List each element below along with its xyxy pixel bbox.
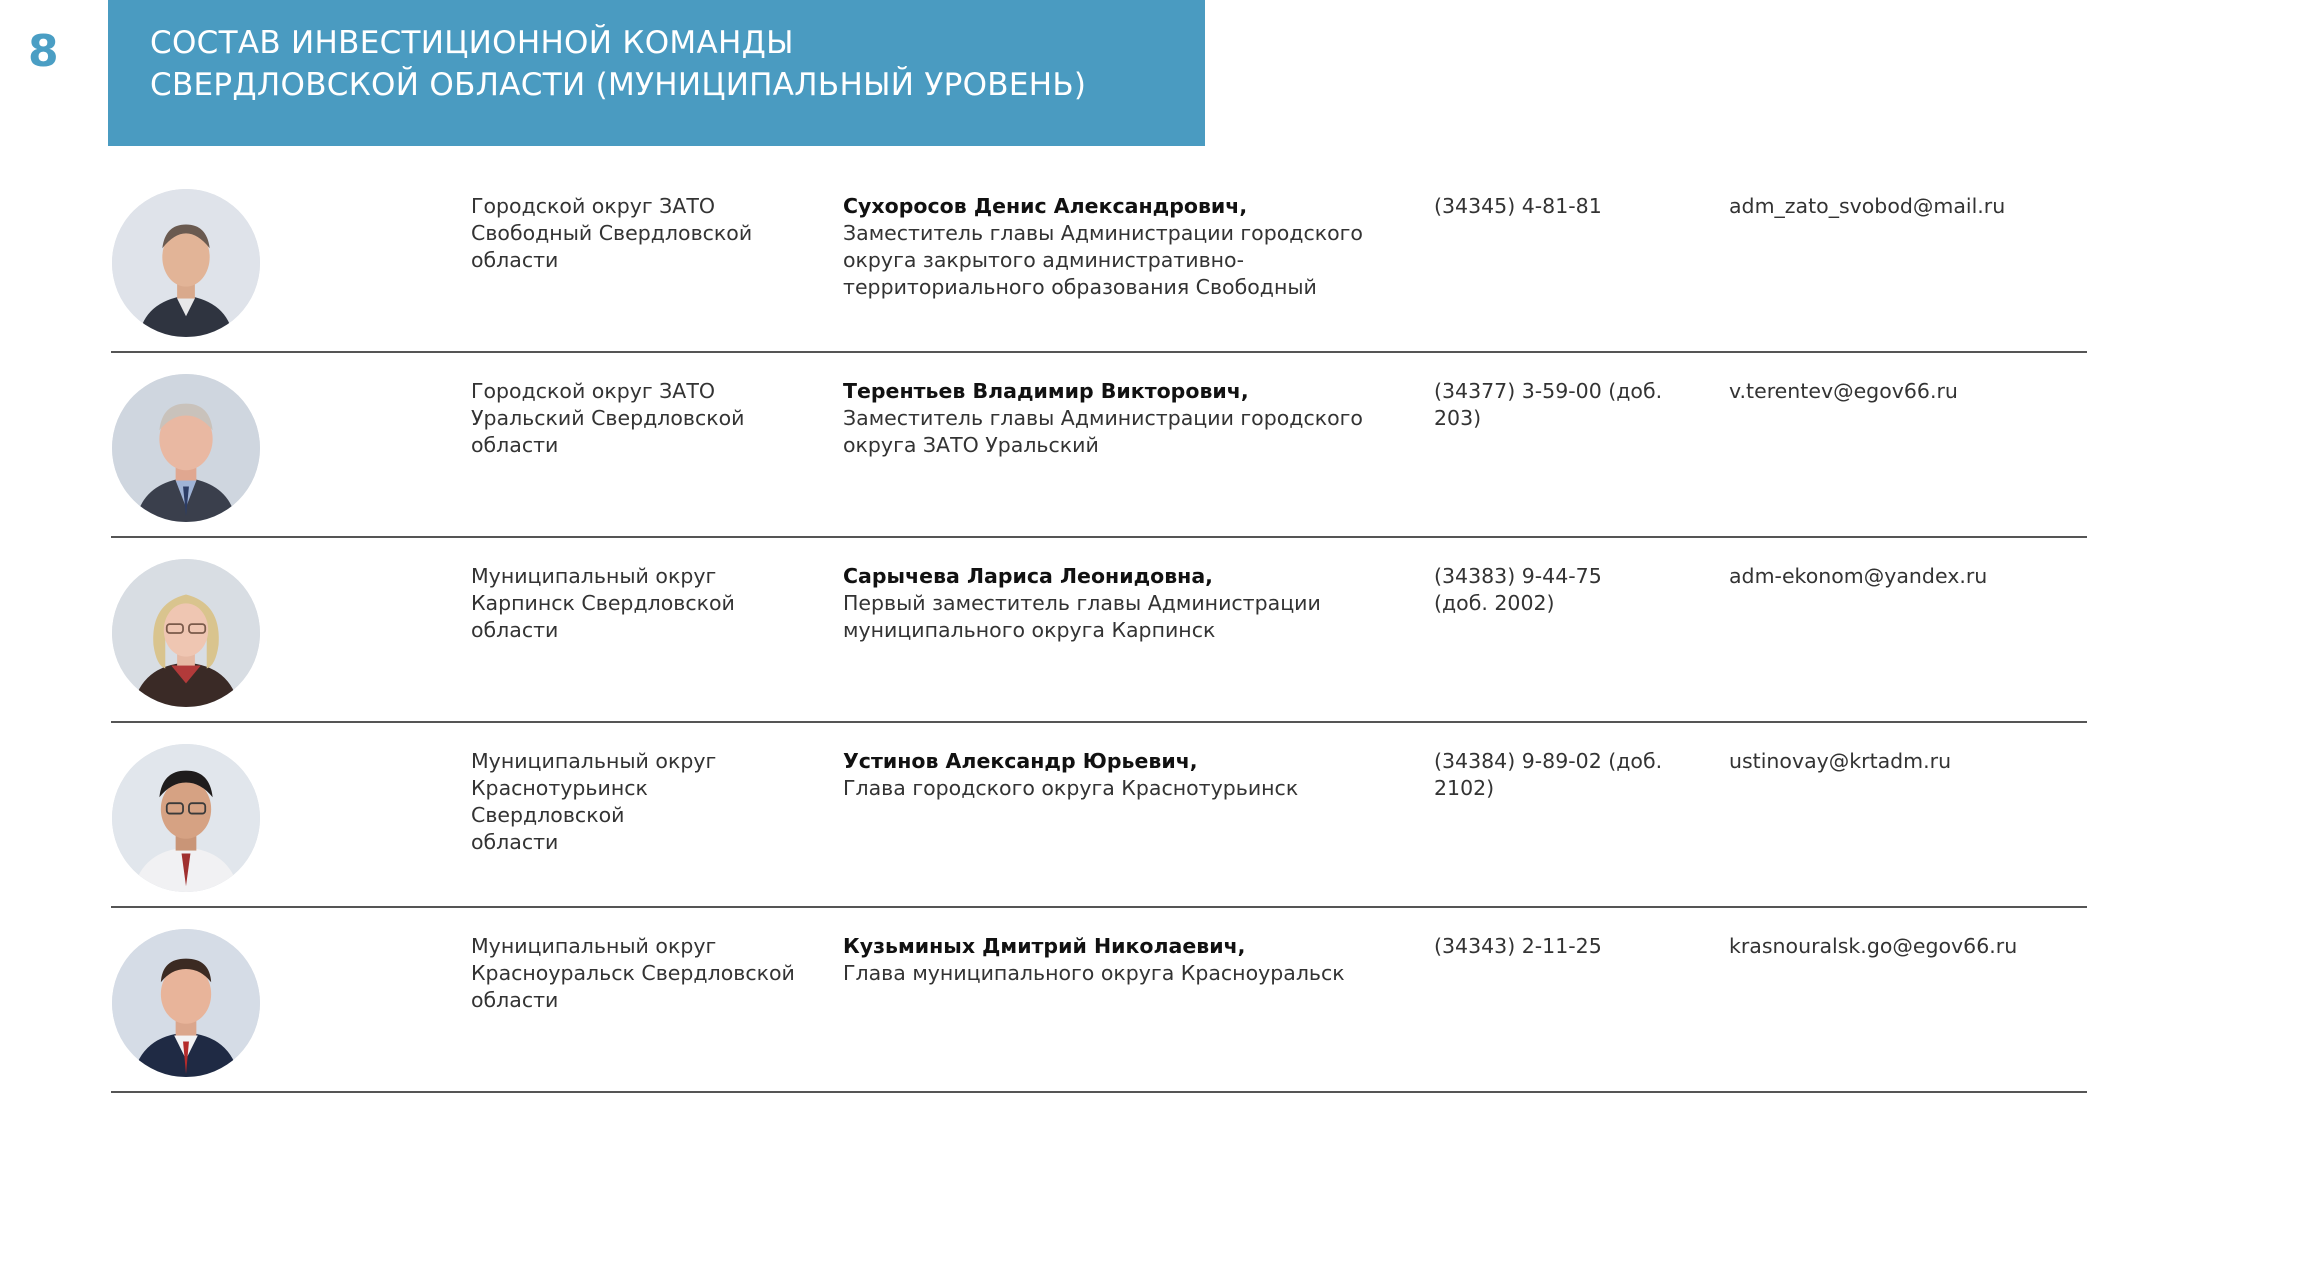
person-position-line: Глава городского округа Краснотурьинск (843, 776, 1299, 800)
person-name: Сарычева Лариса Леонидовна, (843, 564, 1213, 588)
email-link[interactable]: krasnouralsk.go@egov66.ru (1729, 934, 2018, 958)
portrait-photo (112, 189, 260, 337)
phone-number[interactable]: (34377) 3-59-00 (доб. 203) (1434, 379, 1663, 430)
email-cell (1729, 193, 2089, 220)
person-name: Кузьминых Дмитрий Николаевич, (843, 934, 1246, 958)
organization-line: Городской округ ЗАТО (471, 194, 715, 218)
portrait-photo (112, 929, 260, 1077)
portrait-photo (112, 744, 260, 892)
phone-number[interactable]: (34345) 4-81-81 (1434, 194, 1602, 218)
title-banner (108, 0, 1205, 146)
avatar (112, 374, 260, 522)
organization-cell (471, 378, 801, 459)
phone-number[interactable]: (34383) 9-44-75 (1434, 564, 1602, 588)
person-position-line: Первый заместитель главы Администрации (843, 591, 1321, 615)
email-cell (1729, 563, 2089, 590)
email-cell (1729, 933, 2089, 960)
organization-line: Красноуральск Свердловской (471, 961, 795, 985)
avatar (112, 559, 260, 707)
phone-cell (1434, 748, 1714, 802)
organization-line: Свободный Свердловской (471, 221, 753, 245)
organization-cell (471, 563, 801, 644)
phone-number[interactable]: (34343) 2-11-25 (1434, 934, 1602, 958)
organization-cell (471, 193, 801, 274)
person-cell (843, 378, 1403, 459)
phone-number[interactable]: (34384) 9-89-02 (доб. 2102) (1434, 749, 1663, 800)
organization-line: Карпинск Свердловской (471, 591, 735, 615)
person-position-line: Глава муниципального округа Красноуральск (843, 961, 1345, 985)
person-position-line: округа ЗАТО Уральский (843, 433, 1099, 457)
phone-cell (1434, 378, 1714, 432)
organization-line: области (471, 988, 559, 1012)
person-cell (843, 933, 1403, 987)
table-row (111, 908, 2087, 1093)
person-name: Терентьев Владимир Викторович, (843, 379, 1249, 403)
page-number: 8 (28, 26, 59, 77)
team-table (111, 168, 2087, 1093)
organization-line: области (471, 248, 559, 272)
email-cell (1729, 748, 2089, 775)
person-cell (843, 748, 1403, 802)
phone-extension: (доб. 2002) (1434, 591, 1555, 615)
organization-cell (471, 748, 801, 856)
organization-line: Муниципальный округ (471, 564, 717, 588)
table-row (111, 538, 2087, 723)
organization-cell (471, 933, 801, 1014)
person-position-line: округа закрытого административно- (843, 248, 1245, 272)
email-cell (1729, 378, 2089, 405)
email-link[interactable]: ustinovay@krtadm.ru (1729, 749, 1952, 773)
organization-line: Муниципальный округ (471, 934, 717, 958)
portrait-photo (112, 559, 260, 707)
table-row (111, 723, 2087, 908)
person-cell (843, 563, 1403, 644)
organization-line: Краснотурьинск Свердловской (471, 776, 648, 827)
organization-line: области (471, 433, 559, 457)
organization-line: Городской округ ЗАТО (471, 379, 715, 403)
person-position-line: Заместитель главы Администрации городского (843, 406, 1363, 430)
portrait-photo (112, 374, 260, 522)
email-link[interactable]: adm_zato_svobod@mail.ru (1729, 194, 2006, 218)
organization-line: Муниципальный округ (471, 749, 717, 773)
phone-cell (1434, 933, 1714, 960)
organization-line: Уральский Свердловской (471, 406, 745, 430)
person-name: Сухоросов Денис Александрович, (843, 194, 1248, 218)
email-link[interactable]: v.terentev@egov66.ru (1729, 379, 1958, 403)
organization-line: области (471, 830, 559, 854)
phone-cell (1434, 193, 1714, 220)
table-row (111, 168, 2087, 353)
email-link[interactable]: adm-ekonom@yandex.ru (1729, 564, 1988, 588)
avatar (112, 744, 260, 892)
organization-line: области (471, 618, 559, 642)
table-row (111, 353, 2087, 538)
phone-cell (1434, 563, 1714, 617)
person-position-line: Заместитель главы Администрации городского (843, 221, 1363, 245)
person-name: Устинов Александр Юрьевич, (843, 749, 1198, 773)
person-position-line: территориального образования Свободный (843, 275, 1317, 299)
person-position-line: муниципального округа Карпинск (843, 618, 1216, 642)
page-title-line-1: СОСТАВ ИНВЕСТИЦИОННОЙ КОМАНДЫ (150, 25, 794, 61)
avatar (112, 929, 260, 1077)
avatar (112, 189, 260, 337)
page-title-line-2: СВЕРДЛОВСКОЙ ОБЛАСТИ (МУНИЦИПАЛЬНЫЙ УРОВЕНЬ) (150, 67, 1087, 103)
person-cell (843, 193, 1403, 301)
